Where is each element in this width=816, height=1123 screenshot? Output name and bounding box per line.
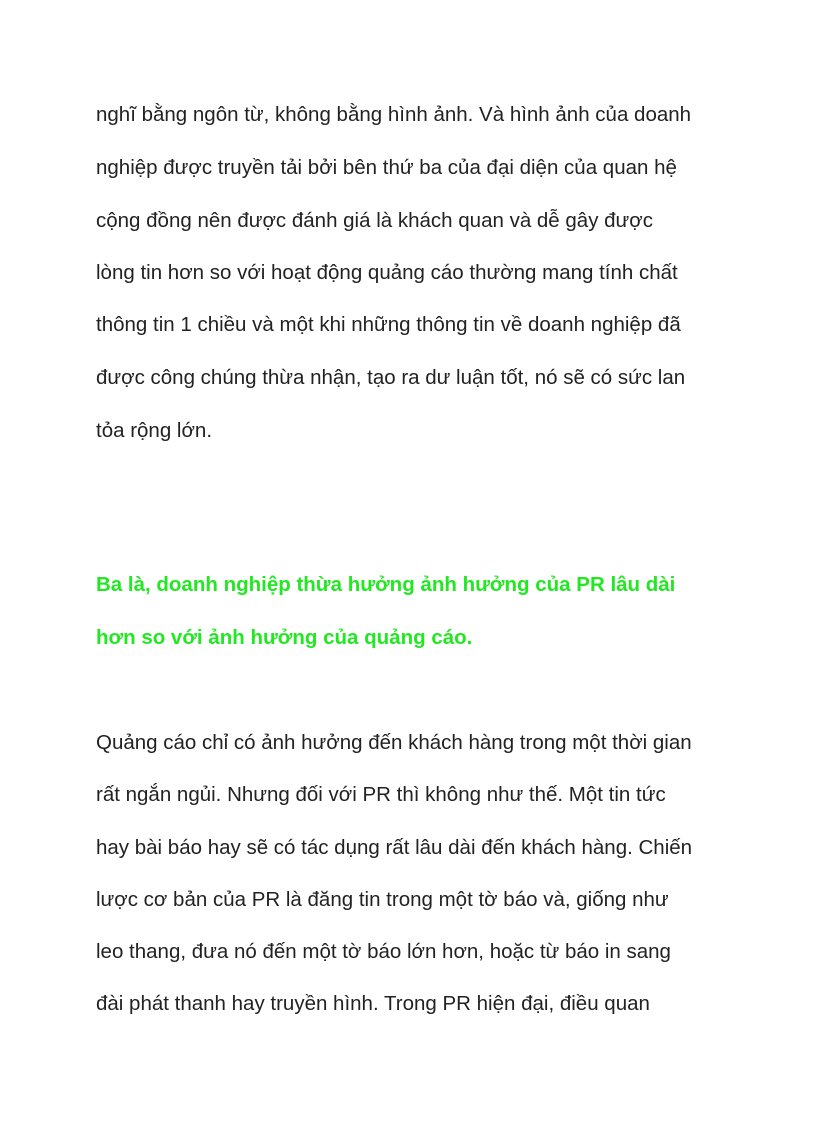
- paragraph-1-line-6: được công chúng thừa nhận, tạo ra dư luận tốt, nó sẽ có sức lan: [96, 366, 686, 389]
- paragraph-2-line-5: leo thang, đưa nó đến một tờ báo lớn hơn, hoặc từ báo in sang: [96, 940, 671, 963]
- paragraph-1-line-2: nghiệp được truyền tải bởi bên thứ ba của đại diện của quan hệ: [96, 156, 677, 179]
- paragraph-2-line-1: Quảng cáo chỉ có ảnh hưởng đến khách hàng trong một thời gian: [96, 731, 692, 754]
- paragraph-2-line-3: hay bài báo hay sẽ có tác dụng rất lâu dài đến khách hàng. Chiến: [96, 836, 693, 859]
- paragraph-1-line-7: tỏa rộng lớn.: [96, 419, 213, 442]
- paragraph-2-line-2: rất ngắn ngủi. Nhưng đối với PR thì không như thế. Một tin tức: [96, 783, 666, 806]
- paragraph-1-line-1: nghĩ bằng ngôn từ, không bằng hình ảnh. Và hình ảnh của doanh: [96, 103, 692, 126]
- section-heading-line-2: hơn so với ảnh hưởng của quảng cáo.: [96, 626, 473, 649]
- paragraph-1-line-4: lòng tin hơn so với hoạt động quảng cáo thường mang tính chất: [96, 261, 678, 284]
- paragraph-2-line-4: lược cơ bản của PR là đăng tin trong một tờ báo và, giống như: [96, 888, 669, 911]
- paragraph-1-line-3: cộng đồng nên được đánh giá là khách quan và dễ gây được: [96, 209, 653, 232]
- section-heading-line-1: Ba là, doanh nghiệp thừa hưởng ảnh hưởng của PR lâu dài: [96, 573, 676, 596]
- paragraph-2-line-6: đài phát thanh hay truyền hình. Trong PR hiện đại, điều quan: [96, 992, 650, 1015]
- paragraph-1-line-5: thông tin 1 chiều và một khi những thông tin về doanh nghiệp đã: [96, 313, 681, 336]
